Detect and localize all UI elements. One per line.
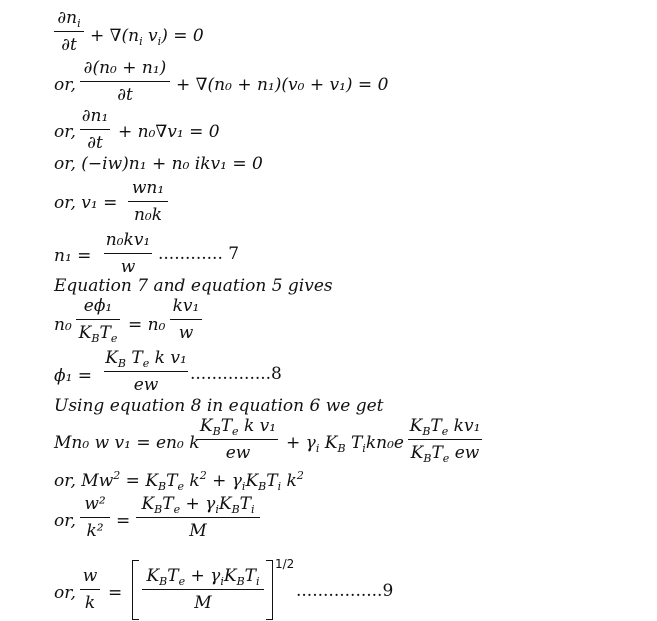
eq7-denominator-2: w (178, 323, 194, 343)
eq9-num1-a: K (199, 416, 213, 436)
eq11-num2-sub3: i (215, 503, 219, 516)
left-bracket (132, 560, 139, 620)
fraction-bar (128, 201, 168, 202)
eq7-fraction-2 (170, 298, 202, 342)
eq2-prefix: or, (54, 75, 76, 95)
eq9-mid-sub3: i (362, 442, 366, 455)
eq3-denominator: ∂t (87, 133, 103, 153)
eq11-num2-sub2: e (173, 503, 181, 516)
eq12-denominator-2: M (194, 593, 212, 613)
eq5-numerator: wn₁ (131, 178, 165, 198)
eq11-num2-a: K (141, 494, 155, 514)
eq2-fraction (80, 60, 170, 104)
eq7-den1-sub2: e (110, 332, 118, 345)
eq1-fraction (54, 10, 84, 54)
eq11-num2-sub5: i (251, 503, 255, 516)
fraction-bar (80, 589, 100, 590)
eq9-num2-sub2: e (441, 425, 449, 438)
eq1-rest-a: + ∇(n (90, 26, 140, 46)
eq6-denominator: w (120, 257, 136, 277)
eq10-sub3: i (241, 480, 246, 493)
eq12-num2-c: + γ (185, 566, 221, 586)
eq9-mid-a: + γ (286, 433, 316, 453)
eq7-fraction-1 (76, 296, 120, 345)
eq10-a: or, Mw (54, 471, 114, 491)
eq8-num-a: K (105, 348, 118, 368)
fraction-bar (198, 439, 278, 440)
eq1-rest-sub1: i (139, 35, 143, 48)
eq8-prefix: ϕ₁ = (54, 366, 93, 386)
eq10-sub1: B (158, 480, 167, 493)
eq12-tag: ................9 (296, 581, 394, 601)
eq9-num2-b: T (430, 416, 442, 436)
eq7-den1-a: K (78, 323, 92, 343)
text-equation-7-and-5: Equation 7 and equation 5 gives (54, 276, 333, 296)
eq11-num2-sub4: B (231, 503, 240, 516)
eq12-num2-sub: B (159, 575, 168, 588)
eq11-fraction-2 (136, 496, 260, 540)
eq8-denominator: ew (133, 375, 159, 395)
eq9-denominator-1: ew (225, 443, 251, 463)
eq1-rest-c: ) = 0 (161, 26, 204, 46)
eq11-num2-e: T (239, 494, 251, 514)
eq12-num2-e: T (244, 566, 256, 586)
eq9-num1-sub2: e (232, 425, 239, 438)
eq7-den1-sub: B (91, 332, 100, 345)
eq10 (54, 469, 304, 493)
eq9-num1-b: T (220, 416, 233, 436)
fraction-bar (104, 253, 152, 254)
eq7-numerator-1: eϕ₁ (83, 296, 113, 316)
eq1-numerator: ∂n (57, 8, 78, 28)
eq3-numerator: ∂n₁ (81, 106, 109, 126)
fraction-bar (80, 517, 110, 518)
eq11-prefix: or, (54, 511, 76, 531)
text-using-equation-8: Using equation 8 in equation 6 we get (54, 396, 384, 416)
eq8-num-sub2: e (142, 357, 150, 370)
eq12-denominator-1: k (84, 593, 96, 613)
eq9-mid-sub: i (315, 442, 320, 455)
eq10-d: k (183, 471, 200, 491)
eq8-num-b: T (126, 348, 143, 368)
eq2-rest: + ∇(n₀ + n₁)(v₀ + v₁) = 0 (176, 75, 389, 95)
eq2-numerator: ∂(n₀ + n₁) (83, 58, 167, 78)
eq12-fraction-1 (80, 568, 100, 612)
fraction-bar (54, 31, 84, 32)
eq11-num2-d: K (218, 494, 232, 514)
eq9-mid-sub2: B (337, 442, 346, 455)
eq9-mid-d: kn₀e (365, 433, 404, 453)
eq10-sub4: B (258, 480, 267, 493)
fraction-bar (80, 81, 170, 82)
eq7-den1-b: T (99, 323, 111, 343)
eq9-den2-sub2: e (442, 452, 450, 465)
eq11-denominator-2: M (189, 521, 207, 541)
eq12-fraction-2 (142, 568, 264, 612)
eq9-fraction-1 (198, 418, 278, 462)
eq1-rest-sub2: i (157, 35, 162, 48)
eq10-sub2: e (177, 480, 184, 493)
eq12-num2-sub2: e (178, 575, 186, 588)
eq12-num2-sub3: i (220, 575, 224, 588)
eq11-num2-c: + γ (180, 494, 216, 514)
eq5-denominator: n₀k (133, 205, 163, 225)
eq8-num-c: k v₁ (149, 348, 187, 368)
eq10-sup2: 2 (199, 469, 207, 482)
eq1-num-subscript: i (77, 17, 81, 30)
eq10-sub5: i (277, 480, 282, 493)
eq9-den2-sub: B (423, 452, 432, 465)
fraction-bar (170, 319, 202, 320)
eq7-prefix: n₀ (54, 315, 72, 335)
eq6-prefix: n₁ = (54, 246, 92, 266)
eq10-c: T (166, 471, 178, 491)
eq11-fraction-1 (80, 496, 110, 540)
eq4: or, (−iw)n₁ + n₀ ikv₁ = 0 (54, 154, 263, 174)
eq10-b: = K (120, 471, 159, 491)
eq1-rest-b: v (142, 26, 158, 46)
eq9-mid-c: T (345, 433, 363, 453)
eq10-f: K (245, 471, 259, 491)
eq3-fraction (80, 108, 110, 152)
eq9-num2-sub: B (422, 425, 431, 438)
eq12-equals: = (108, 583, 123, 603)
fraction-bar (408, 439, 482, 440)
eq1-rest (90, 26, 204, 48)
eq10-sup: 2 (113, 469, 121, 482)
eq3-prefix: or, (54, 122, 76, 142)
eq12-numerator-1: w (82, 566, 98, 586)
right-bracket (266, 560, 273, 620)
eq10-h: k (281, 471, 297, 491)
eq9-fraction-2 (408, 416, 482, 465)
eq8-num-sub: B (117, 357, 126, 370)
fraction-bar (136, 517, 260, 518)
eq5-prefix: or, v₁ = (54, 193, 118, 213)
eq9-den2-c: ew (449, 443, 480, 463)
fraction-bar (104, 371, 188, 372)
eq3-rest: + n₀∇v₁ = 0 (118, 122, 220, 142)
eq10-g: T (266, 471, 278, 491)
eq9-num2-c: kv₁ (448, 416, 481, 436)
fraction-bar (76, 319, 120, 320)
eq9-den2-a: K (410, 443, 424, 463)
eq11-denominator-1: k² (86, 521, 104, 541)
eq7-numerator-2: kv₁ (172, 296, 200, 316)
eq11-num2-sub: B (154, 503, 163, 516)
eq11-equals: = (116, 511, 131, 531)
eq9-prefix: Mn₀ w v₁ = en₀ k (54, 433, 200, 453)
eq9-mid-b: K (319, 433, 338, 453)
eq9-den2-b: T (431, 443, 443, 463)
eq6-tag: ............ 7 (158, 244, 240, 264)
eq9-num2-a: K (409, 416, 423, 436)
eq10-e: + γ (206, 471, 242, 491)
eq5-fraction (128, 180, 168, 224)
eq11-num2-b: T (162, 494, 174, 514)
eq9-num1-c: k v₁ (238, 416, 277, 436)
eq9-mid (286, 433, 404, 455)
eq11-numerator-1: w² (84, 494, 106, 514)
eq12-num2-b: T (167, 566, 179, 586)
eq12-num2-sub5: i (256, 575, 260, 588)
eq8-fraction (104, 350, 188, 394)
eq12-prefix: or, (54, 583, 76, 603)
eq7-mid: = n₀ (128, 315, 166, 335)
eq12-power: 1/2 (275, 557, 295, 571)
eq6-fraction (104, 232, 152, 276)
eq2-denominator: ∂t (117, 85, 133, 105)
fraction-bar (80, 129, 110, 130)
eq6-numerator: n₀kv₁ (105, 230, 151, 250)
eq8-tag: ...............8 (190, 364, 282, 384)
eq9-num1-sub: B (212, 425, 221, 438)
eq10-sup3: 2 (296, 469, 304, 482)
eq12-num2-d: K (223, 566, 237, 586)
fraction-bar (142, 589, 264, 590)
eq12-num2-a: K (146, 566, 160, 586)
eq12-num2-sub4: B (236, 575, 245, 588)
eq1-denominator: ∂t (61, 35, 77, 55)
